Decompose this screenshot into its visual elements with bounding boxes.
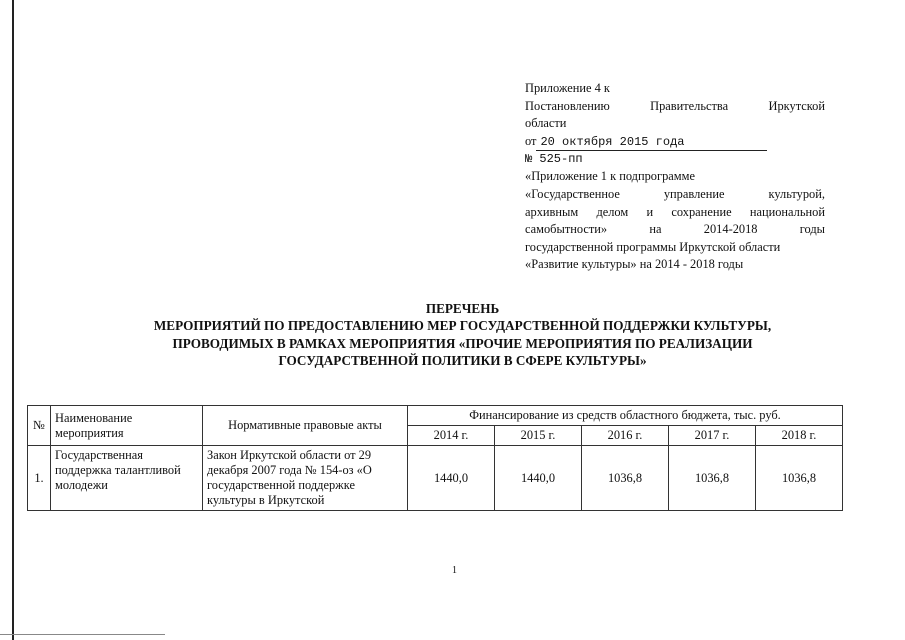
appendix-line-2 [525, 98, 825, 116]
appendix-word: управление [663, 186, 725, 201]
appendix-word: Постановлению [525, 98, 610, 113]
heading-title: ПЕРЕЧЕНЬ [425, 301, 500, 316]
page-number: 1 [452, 565, 457, 576]
heading-line-2: МЕРОПРИЯТИЙ ПО ПРЕДОСТАВЛЕНИЮ МЕР ГОСУДАРСТВЕННОЙ ПОДДЕРЖКИ КУЛЬТУРЫ, [153, 318, 772, 334]
appendix-word: архивным [525, 204, 579, 219]
appendix-sub-6: «Развитие культуры» на 2014 - 2018 годы [525, 257, 744, 272]
appendix-sub-5: государственной программы Иркутской области [525, 239, 781, 254]
table-header-row [28, 406, 843, 426]
appendix-word: и [646, 204, 654, 219]
row-number: 1. [28, 446, 51, 511]
appendix-word: «Государственное [525, 186, 620, 201]
appendix-word: Иркутской [768, 98, 825, 113]
header-acts: Нормативные правовые акты [203, 406, 408, 446]
appendix-sub-1: «Приложение 1 к подпрограмме [525, 169, 695, 184]
heading-line-4: ГОСУДАРСТВЕННОЙ ПОЛИТИКИ В СФЕРЕ КУЛЬТУРЫ» [278, 353, 647, 369]
appendix-sub-4 [525, 221, 825, 239]
decree-number: № 525-пп [525, 151, 583, 166]
header-year: 2017 г. [669, 426, 756, 446]
table-row [28, 446, 843, 511]
appendix-word: самобытности» [525, 222, 608, 237]
row-value-2017: 1036,8 [669, 446, 756, 511]
appendix-word: культурой, [768, 186, 825, 201]
appendix-word: годы [799, 222, 825, 237]
header-funding: Финансирование из средств областного бюджета, тыс. руб. [408, 406, 843, 426]
appendix-line-3: области [525, 116, 567, 131]
header-year: 2015 г. [495, 426, 582, 446]
row-acts: Закон Иркутской области от 29 декабря 2007 года № 154-оз «О государственной поддержке культуры в Иркутской [203, 446, 408, 511]
appendix-word: Правительства [650, 98, 729, 113]
appendix-word: национальной [749, 204, 825, 219]
page-edge-line [12, 0, 14, 640]
appendix-line-1: Приложение 4 к [525, 81, 610, 95]
bottom-scan-line [0, 634, 165, 635]
appendix-sub-3 [525, 204, 825, 222]
row-value-2018: 1036,8 [756, 446, 843, 511]
date-prefix: от [525, 133, 537, 148]
row-value-2016: 1036,8 [582, 446, 669, 511]
appendix-block [525, 80, 825, 274]
header-year: 2014 г. [408, 426, 495, 446]
funding-table [27, 405, 843, 511]
appendix-word: делом [596, 204, 629, 219]
row-name: Государственная поддержка талантливой молодежи [51, 446, 203, 511]
heading-line-3: ПРОВОДИМЫХ В РАМКАХ МЕРОПРИЯТИЯ «ПРОЧИЕ МЕРОПРИЯТИЯ ПО РЕАЛИЗАЦИИ [172, 335, 753, 351]
document-heading [40, 300, 885, 370]
row-value-2014: 1440,0 [408, 446, 495, 511]
header-year: 2016 г. [582, 426, 669, 446]
date-value: 20 октября 2015 года [536, 135, 767, 151]
row-value-2015: 1440,0 [495, 446, 582, 511]
appendix-date-row [525, 133, 767, 151]
appendix-word: на [649, 222, 662, 237]
appendix-word: сохранение [671, 204, 732, 219]
appendix-word: 2014-2018 [703, 222, 758, 237]
header-name: Наименование мероприятия [51, 406, 203, 446]
header-number: № [28, 406, 51, 446]
header-year: 2018 г. [756, 426, 843, 446]
appendix-sub-2 [525, 186, 825, 204]
